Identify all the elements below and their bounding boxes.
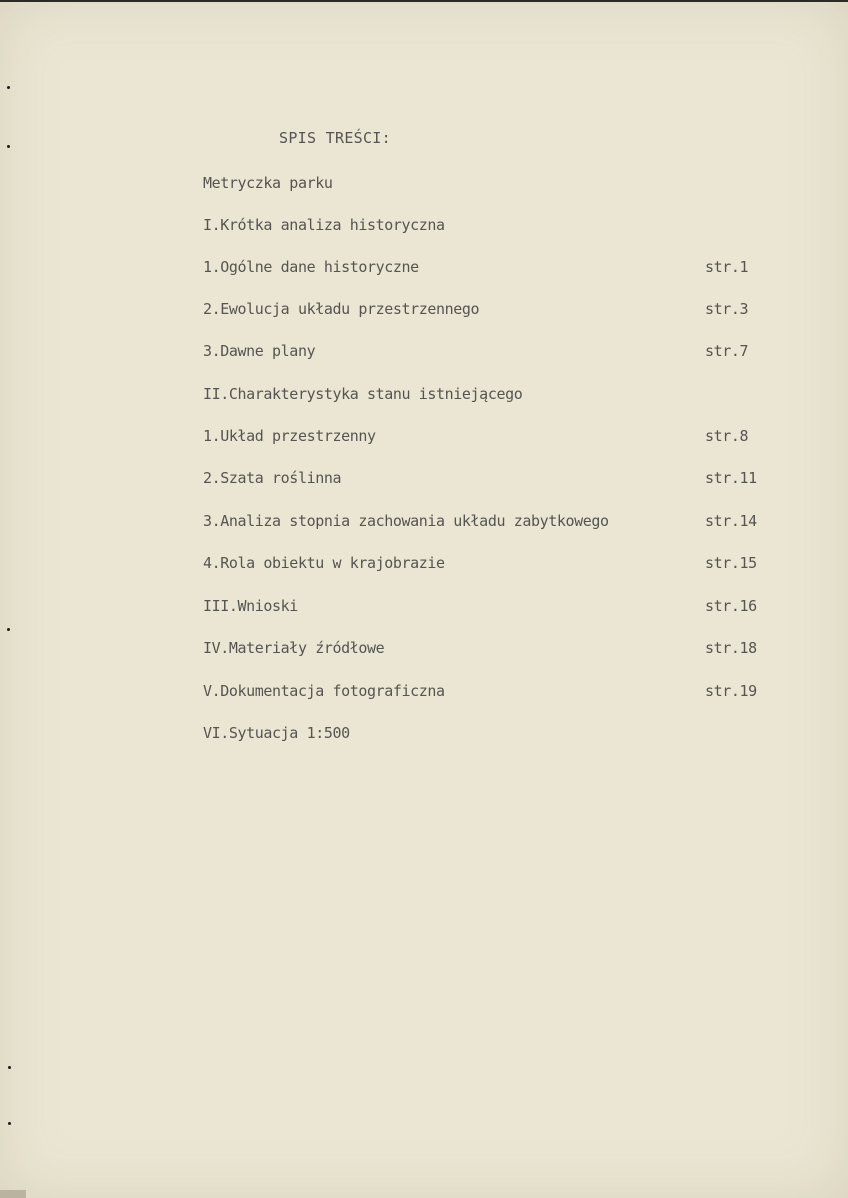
toc-entry <box>0 638 848 662</box>
toc-entry-text: 3.Dawne plany <box>203 342 316 360</box>
toc-entry-text: 4.Rola obiektu w krajobrazie <box>203 554 445 572</box>
toc-title: SPIS TREŚCI: <box>279 129 391 147</box>
toc-entry-page: str.19 <box>705 682 757 700</box>
toc-entry-text: Metryczka parku <box>203 174 333 192</box>
toc-entry-text: 1.Układ przestrzenny <box>203 427 376 445</box>
toc-entry-text: IV.Materiały źródłowe <box>203 639 385 657</box>
toc-entry-text: I.Krótka analiza historyczna <box>203 216 445 234</box>
scan-speck <box>8 1066 11 1069</box>
toc-entry <box>0 553 848 577</box>
toc-entry-text: 2.Szata roślinna <box>203 469 342 487</box>
toc-entry-text: III.Wnioski <box>203 597 298 615</box>
toc-entry-text: 1.Ogólne dane historyczne <box>203 258 419 276</box>
toc-entry-text: VI.Sytuacja 1:500 <box>203 724 350 742</box>
toc-entry-text: 2.Ewolucja układu przestrzennego <box>203 300 480 318</box>
toc-entry-page: str.8 <box>705 427 749 445</box>
toc-entry <box>0 468 848 492</box>
toc-entry <box>0 596 848 620</box>
toc-entry <box>0 215 848 239</box>
toc-entry-text: 3.Analiza stopnia zachowania układu zabytkowego <box>203 512 609 530</box>
scan-speck <box>7 145 10 148</box>
toc-entry-text: II.Charakterystyka stanu istniejącego <box>203 385 523 403</box>
toc-entry-page: str.3 <box>705 300 749 318</box>
toc-entry-text: V.Dokumentacja fotograficzna <box>203 682 445 700</box>
toc-entry-page: str.1 <box>705 258 749 276</box>
toc-entry <box>0 257 848 281</box>
toc-entry <box>0 384 848 408</box>
toc-entry <box>0 173 848 197</box>
scan-speck <box>7 86 10 89</box>
scan-corner-shadow <box>0 1190 26 1198</box>
toc-entry <box>0 299 848 323</box>
toc-entry-page: str.16 <box>705 597 757 615</box>
toc-entry-page: str.7 <box>705 342 749 360</box>
toc-entry-page: str.11 <box>705 469 757 487</box>
toc-entry-page: str.18 <box>705 639 757 657</box>
scan-speck <box>8 1122 11 1125</box>
toc-entry-page: str.15 <box>705 554 757 572</box>
toc-entry <box>0 426 848 450</box>
toc-entry <box>0 681 848 705</box>
toc-entry <box>0 511 848 535</box>
toc-entry <box>0 341 848 365</box>
toc-entry <box>0 723 848 747</box>
scan-speck <box>7 628 10 631</box>
toc-entry-page: str.14 <box>705 512 757 530</box>
